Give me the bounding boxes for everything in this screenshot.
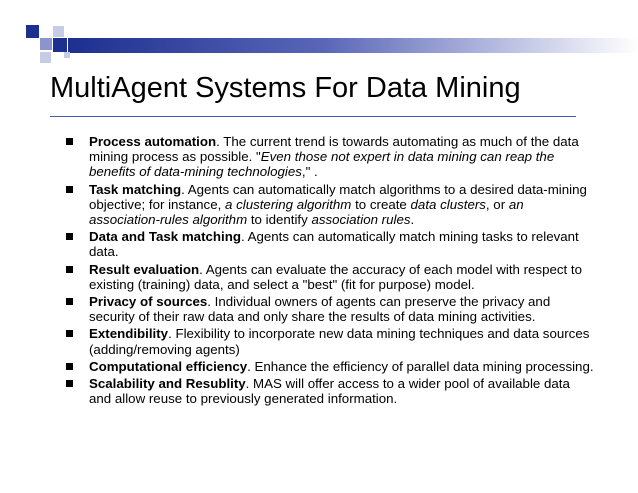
deco-square (40, 38, 52, 50)
bullet-item (64, 376, 594, 406)
bullet-text: . MAS will offer access to a wider pool of available data and allow reuse to previously generated information. (89, 376, 570, 407)
bullet-text: , or (485, 196, 509, 212)
bullet-emphasis: Even those not expert in data mining can reap the benefits of data-mining technologies (89, 149, 555, 180)
deco-square (26, 25, 39, 38)
bullet-emphasis: association rules (311, 212, 411, 228)
header-gradient-bar (68, 38, 638, 53)
bullet-item (64, 294, 594, 324)
bullet-text: . Enhance the efficiency of parallel data mining processing. (247, 358, 594, 374)
bullet-item (64, 229, 594, 259)
bullet-heading: Privacy of sources (89, 294, 208, 310)
bullet-item (64, 262, 594, 292)
bullet-emphasis: an association-rules algorithm (89, 196, 524, 228)
bullet-item (64, 134, 594, 180)
bullet-heading: Data and Task matching (89, 229, 241, 245)
deco-square (64, 52, 70, 58)
bullet-item (64, 359, 594, 374)
bullet-heading: Computational efficiency (89, 358, 248, 374)
bullet-text: ," . (301, 164, 318, 180)
bullet-item (64, 326, 594, 356)
bullet-heading: Scalability and Resublity (89, 376, 246, 392)
title-underline (50, 116, 576, 117)
square-bullet-icon (66, 233, 73, 240)
square-bullet-icon (66, 363, 73, 370)
bullet-emphasis: data clusters (410, 196, 486, 212)
bullet-item (64, 182, 594, 228)
bullet-text: . The current trend is towards automating as much of the data mining process as possible. " (89, 134, 579, 165)
square-bullet-icon (66, 380, 73, 387)
bullet-text: to create (351, 196, 411, 212)
bullet-text: to identify (247, 212, 312, 228)
deco-square (40, 52, 51, 63)
square-bullet-icon (66, 186, 73, 193)
slide-title: MultiAgent Systems For Data Mining (50, 72, 521, 104)
square-bullet-icon (66, 298, 73, 305)
bullet-heading: Task matching (89, 181, 182, 197)
bullet-emphasis: a clustering algorithm (225, 196, 352, 212)
bullet-list (64, 134, 594, 408)
bullet-heading: Extendibility (89, 326, 169, 342)
header-decoration (0, 0, 638, 70)
square-bullet-icon (66, 138, 73, 145)
bullet-text: . Agents can automatically match algorithms to a desired data-mining objective; for instance, (89, 181, 587, 212)
bullet-text: . Agents can automatically match mining tasks to relevant data. (89, 229, 579, 260)
square-bullet-icon (66, 266, 73, 273)
bullet-heading: Process automation (89, 134, 217, 149)
deco-square (53, 38, 67, 52)
bullet-heading: Result evaluation (89, 261, 200, 277)
bullet-text: . (410, 212, 415, 228)
bullet-text: . Agents can evaluate the accuracy of each model with respect to existing (training) data, and select a "best" (fit for purpose) model. (89, 261, 582, 292)
deco-square (53, 26, 64, 37)
bullet-text: . Flexibility to incorporate new data mining techniques and data sources (adding/removing agents) (89, 326, 590, 357)
square-bullet-icon (66, 330, 73, 337)
bullet-text: . Individual owners of agents can preserve the privacy and security of their raw data and only share the results of data mining activities. (89, 294, 551, 325)
